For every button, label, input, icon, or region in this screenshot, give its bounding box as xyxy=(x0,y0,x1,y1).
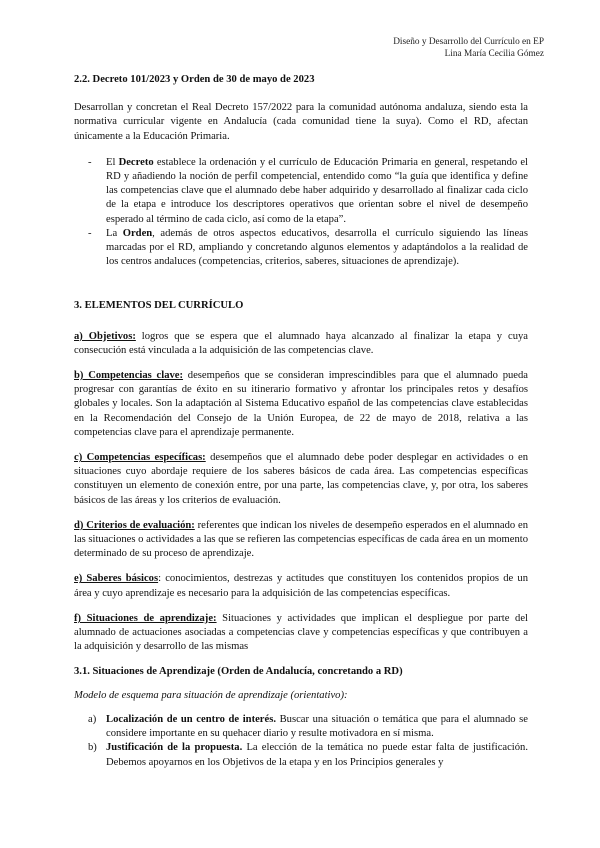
learning-situation-steps xyxy=(74,713,528,770)
step-term: Justificación de la propuesta. xyxy=(106,742,243,754)
list-marker: b) xyxy=(88,742,97,754)
header-author: Lina María Cecilia Gómez xyxy=(444,49,544,59)
section-2-2-intro: Desarrollan y concretan el Real Decreto 157/2022 para la comunidad autónoma andaluza, siendo esta la normativa curricular vigente en Andalucía (cada comunidad tiene la suya). Como el RD, afectan únicamente a la Educación Primaria. xyxy=(74,102,528,142)
term-decreto: Decreto xyxy=(118,156,154,168)
element-term: d) Criterios de evaluación: xyxy=(74,519,195,531)
list-item-decreto: - El Decreto establece la ordenación y el currículo de Educación Primaria en general, respetando el RD y añadiendo la noción de perfil competencial, entendido como “la guía que identifica y define las competencias clave que el alumnado debe haber adquirido y desarrollado al finalizar cada ciclo de la etapa e introduce los descriptores operativos que orientan sobre el nivel de desempeño esperado al término de cada ciclo, así como de la etapa”. xyxy=(88,156,528,225)
element-term: e) Saberes básicos xyxy=(74,573,159,585)
term-orden: Orden xyxy=(122,227,153,239)
element-term: c) Competencias específicas: xyxy=(74,452,206,464)
element-criterios-evaluacion: d) Criterios de evaluación: referentes que indican los niveles de desempeño esperados en el alumnado en las situaciones o actividades a las que se refieren las competencias específicas de cada área en un momento determinado de su proceso de aprendizaje. xyxy=(74,519,528,560)
step-term: Localización de un centro de interés. xyxy=(106,713,276,725)
list-item-localizacion: a) Localización de un centro de interés. Buscar una situación o temática que para el alumnado se considere importante en su quehacer diario y resulte motivadora en sí misma. xyxy=(88,713,528,740)
section-3-title: 3. ELEMENTOS DEL CURRÍCULO xyxy=(74,300,244,312)
element-objetivos: a) Objetivos: logros que se espera que el alumnado haya alcanzado al finalizar la etapa y cuya consecución está vinculada a la adquisición de las competencias clave. xyxy=(74,330,528,356)
element-term: b) Competencias clave: xyxy=(74,370,184,382)
document-content xyxy=(74,73,528,770)
header-course-title: Diseño y Desarrollo del Currículo en EP xyxy=(393,37,544,47)
section-3-1-subtitle: Modelo de esquema para situación de aprendizaje (orientativo): xyxy=(74,689,348,701)
page-header xyxy=(393,36,544,60)
element-term: f) Situaciones de aprendizaje: xyxy=(74,612,217,624)
dash-bullet: - xyxy=(88,156,92,168)
list-item-justificacion: b) Justificación de la propuesta. La elección de la temática no puede estar falta de justificación. Debemos apoyarnos en los Objetivos de la etapa y en los Principios generales y xyxy=(88,742,528,768)
decree-order-list xyxy=(74,156,528,270)
element-term: a) Objetivos: xyxy=(74,330,136,342)
list-marker: a) xyxy=(88,713,97,725)
section-2-2-title: 2.2. Decreto 101/2023 y Orden de 30 de mayo de 2023 xyxy=(74,74,315,85)
element-situaciones-aprendizaje: f) Situaciones de aprendizaje: Situaciones y actividades que implican el despliegue por parte del alumnado de actuaciones asociadas a competencias clave y competencias específicas y que contribuyen a la adquisición y desarrollo de las mismas xyxy=(74,612,528,653)
element-saberes-basicos: e) Saberes básicos: conocimientos, destrezas y actitudes que constituyen los contenidos propios de un área y cuyo aprendizaje es necesario para la adquisición de las competencias específicas. xyxy=(74,573,528,599)
section-3-1-title: 3.1. Situaciones de Aprendizaje (Orden de Andalucía, concretando a RD) xyxy=(74,665,403,677)
element-competencias-especificas: c) Competencias específicas: desempeños que el alumnado debe poder desplegar en actividades o en situaciones cuyo abordaje requiere de los saberes básicos de cada área. Las competencias específicas constituyen un elemento de conexión entre, por una parte, las competencias clave, y, por otra, los saberes básicos de las áreas y los criterios de evaluación. xyxy=(74,452,528,506)
dash-bullet: - xyxy=(88,227,92,239)
element-competencias-clave: b) Competencias clave: desempeños que se consideran imprescindibles para que el alumnado pueda progresar con garantías de éxito en su itinerario formativo y afrontar los principales retos y desafíos globales y locales. Son la adaptación al Sistema Educativo español de las competencias clave establecidas en la Recomendación del Consejo de la Unión Europea, de 22 de mayo de 2018, relativa a las competencias clave para el aprendizaje permanente. xyxy=(74,370,528,438)
list-item-orden: - La Orden, además de otros aspectos educativos, desarrolla el currículo siguiendo las líneas marcadas por el RD, ampliando y concretando algunos elementos y adaptándolos a la realidad de los centros andaluces (competencias, criterios, saberes, situaciones de aprendizaje). xyxy=(88,227,528,268)
